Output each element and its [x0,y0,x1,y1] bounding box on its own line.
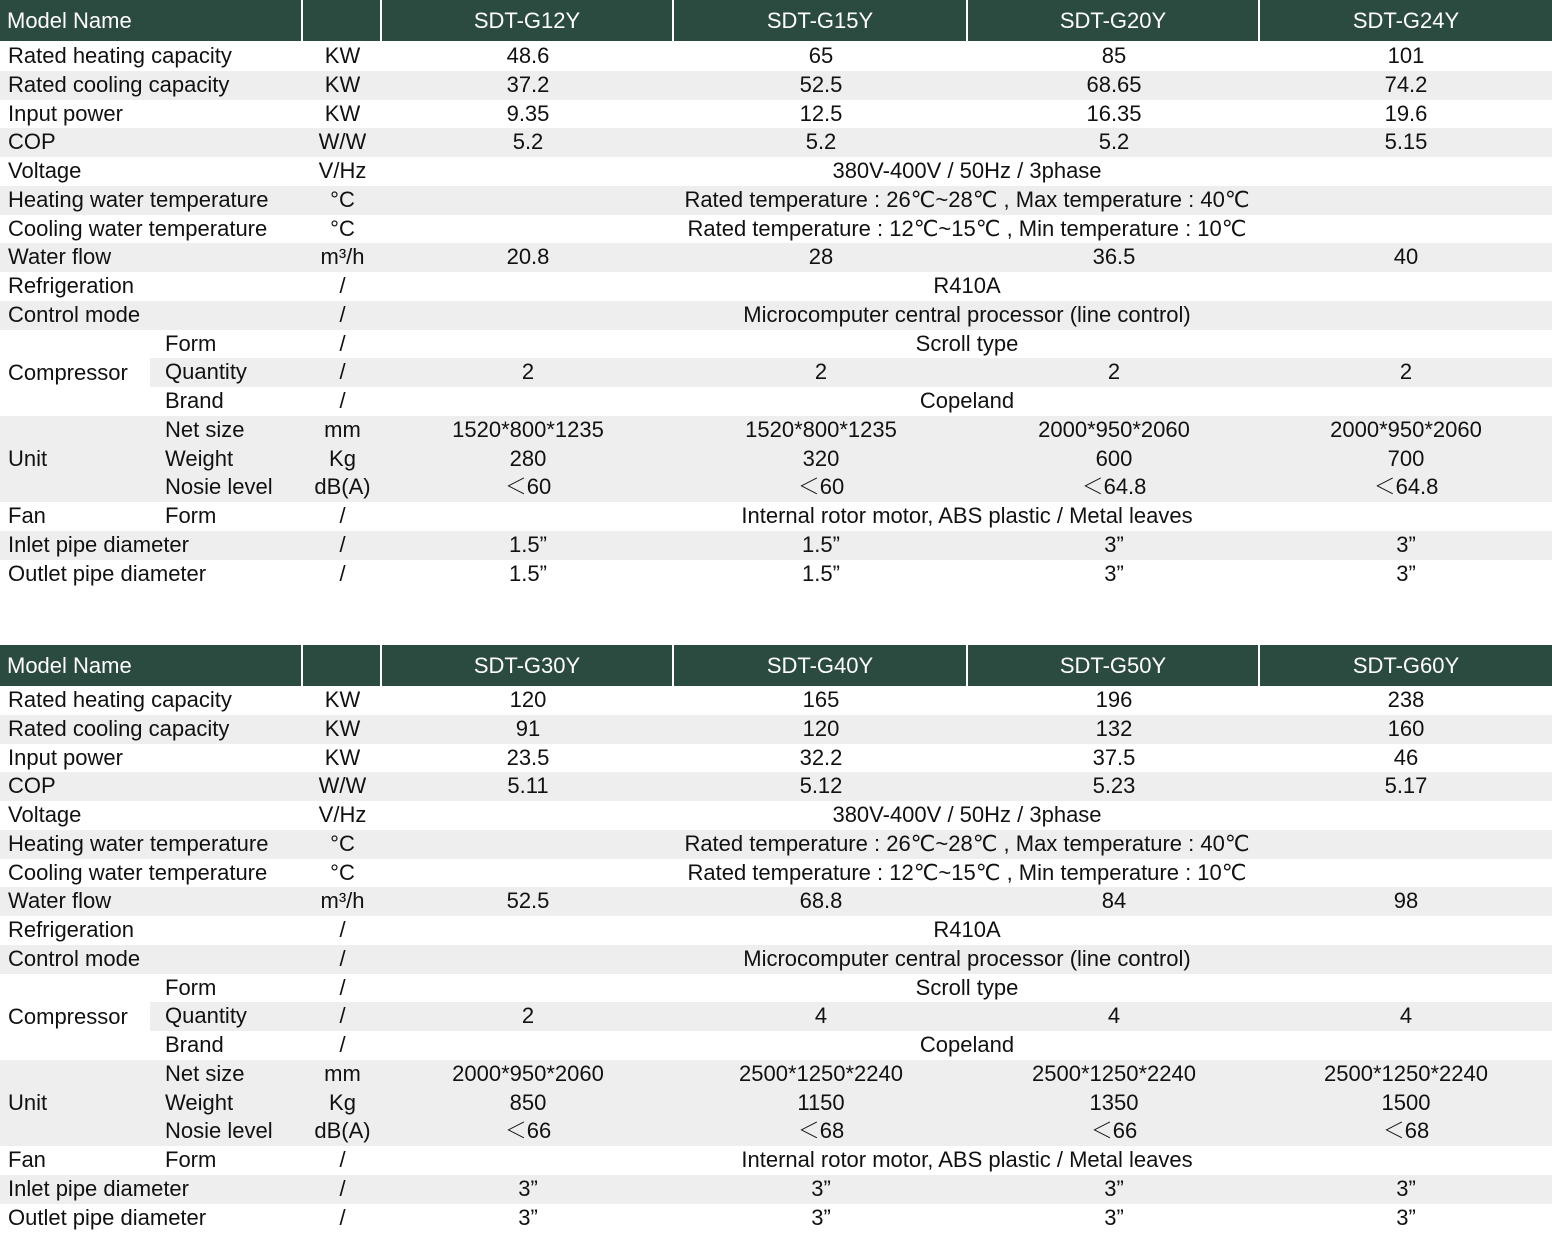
row-voltage [0,801,1552,830]
value-cell: 84 [1101,888,1127,914]
value-cell: 5.15 [1384,129,1428,155]
value-cell: 3” [1104,1175,1124,1201]
value-cell: 1500 [1381,1089,1431,1115]
row-noise [0,473,1552,502]
row-voltage [0,157,1552,186]
row-label: Fan [8,1147,46,1172]
row-sublabel: Quantity [165,1003,247,1029]
model-name-header: Model Name [0,0,303,41]
value-cell: 4 [1399,1003,1413,1029]
value-cell: ＜68 [1382,1118,1430,1144]
value-cell: 12.5 [799,100,843,126]
row-fan [0,502,1552,531]
model-header: SDT-G50Y [968,645,1260,686]
value-cell: ＜68 [797,1118,845,1144]
row-sublabel: Weight [165,445,234,471]
shared-value-cell: Internal rotor motor, ABS plastic / Metal leaves [741,503,1193,528]
row-unit: / [339,1032,346,1057]
model-header: SDT-G30Y [382,645,674,686]
value-cell: 2 [1107,359,1121,385]
value-cell: 5.2 [1098,129,1130,155]
shared-value-cell: Microcomputer central processor (line control) [743,301,1191,327]
row-unit: / [339,503,346,528]
row-unit: mm [324,1060,361,1086]
value-cell: 16.35 [1086,100,1142,126]
row-input-power [0,744,1552,773]
value-cell: 2 [521,359,535,385]
row-inlet [0,531,1552,560]
value-cell: 23.5 [506,744,550,770]
row-inlet [0,1175,1552,1204]
row-label: Outlet pipe diameter [8,560,207,586]
value-cell: 3” [518,1175,538,1201]
row-label: Rated cooling capacity [8,71,230,97]
value-cell: 32.2 [799,744,843,770]
group-label: Compressor [8,359,128,385]
row-weight [0,1089,1552,1118]
value-cell: 2500*1250*2240 [739,1060,903,1086]
row-sublabel: Net size [165,416,245,442]
row-unit: / [339,917,346,942]
row-unit: °C [330,859,355,885]
row-label: Fan [8,503,46,528]
value-cell: 5.11 [507,773,549,799]
value-cell: 46 [1393,744,1419,770]
row-label: Voltage [8,802,82,827]
row-compressor-form [0,330,1552,359]
row-fan [0,1146,1552,1175]
value-cell: 3” [1104,1204,1124,1230]
model-header: SDT-G20Y [968,0,1260,41]
value-cell: 165 [802,687,840,712]
value-cell: 65 [808,43,834,68]
row-unit: / [339,301,346,327]
value-cell: 20.8 [506,244,550,270]
row-sublabel: Nosie level [165,474,273,500]
row-unit: Kg [329,445,356,471]
row-cop [0,128,1552,157]
row-refrigeration [0,272,1552,301]
unit-header [303,0,382,41]
row-label: Input power [8,744,123,770]
row-label: Cooling water temperature [8,859,268,885]
value-cell: 850 [509,1089,547,1115]
group-label: Unit [8,1089,48,1115]
model-header: SDT-G12Y [382,0,674,41]
row-sublabel: Form [165,1147,217,1172]
row-unit: KW [324,715,361,741]
value-cell: 5.12 [799,773,843,799]
value-cell: ＜66 [1090,1118,1138,1144]
row-water-flow [0,243,1552,272]
model-header: SDT-G15Y [674,0,968,41]
shared-value-cell: Rated temperature : 26℃~28℃ , Max temperature : 40℃ [684,830,1250,856]
value-cell: 5.17 [1384,773,1428,799]
shared-value-cell: Rated temperature : 12℃~15℃ , Min temperature : 10℃ [687,859,1247,885]
row-unit: KW [324,43,361,68]
value-cell: 2 [1399,359,1413,385]
row-rated-heating [0,686,1552,715]
value-cell: 28 [808,244,834,270]
value-cell: 1.5” [802,531,840,557]
value-cell: 68.8 [799,888,843,914]
model-header: SDT-G24Y [1352,8,1460,33]
row-input-power [0,100,1552,129]
row-water-flow [0,887,1552,916]
row-label: Heating water temperature [8,186,269,212]
spec-table-2 [0,645,1552,1232]
value-cell: 700 [1387,445,1425,471]
value-cell: 1.5” [802,560,840,586]
value-cell: 600 [1095,445,1133,471]
row-label: Water flow [8,244,112,270]
value-cell: 3” [518,1204,538,1230]
row-sublabel: Quantity [165,359,247,385]
shared-value-cell: Copeland [919,388,1015,413]
value-cell: 3” [1396,560,1416,586]
value-cell: 238 [1387,687,1425,712]
value-cell: 91 [515,715,541,741]
row-sublabel: Brand [165,388,224,413]
value-cell: 120 [509,687,547,712]
shared-value-cell: 380V-400V / 50Hz / 3phase [832,802,1102,827]
value-cell: 36.5 [1092,244,1136,270]
value-cell: ＜64.8 [1373,474,1439,500]
model-header: SDT-G60Y [1352,653,1460,678]
row-noise [0,1117,1552,1146]
row-label: Voltage [8,158,82,183]
value-cell: 98 [1393,888,1419,914]
row-label: Rated heating capacity [8,43,232,68]
value-cell: 37.5 [1092,744,1136,770]
spec-table-1 [0,0,1552,588]
row-sublabel: Form [165,330,217,356]
row-unit: / [339,1147,346,1172]
row-unit: / [339,1175,346,1201]
row-unit: Kg [329,1089,356,1115]
row-unit: dB(A) [314,474,371,500]
row-label: Heating water temperature [8,830,269,856]
row-label: Cooling water temperature [8,215,268,241]
shared-value-cell: Rated temperature : 12℃~15℃ , Min temperature : 10℃ [687,215,1247,241]
value-cell: 40 [1393,244,1419,270]
row-label: Refrigeration [8,273,134,298]
row-unit: m³/h [320,244,365,270]
row-unit: W/W [318,773,367,799]
row-heating-water [0,186,1552,215]
value-cell: 1350 [1089,1089,1139,1115]
group-label: Compressor [8,1003,128,1029]
row-cooling-water [0,215,1552,244]
value-cell: 19.6 [1384,100,1428,126]
model-name-header: Model Name [0,645,303,686]
row-unit: °C [330,186,355,212]
row-sublabel: Brand [165,1032,224,1057]
row-unit: / [339,945,346,971]
row-sublabel: Form [165,974,217,1000]
compressor-group [0,974,1552,1060]
unit-group [0,1060,1552,1146]
row-rated-cooling [0,715,1552,744]
shared-value-cell: R410A [933,917,1001,942]
value-cell: 3” [1104,560,1124,586]
value-cell: 3” [1104,531,1124,557]
row-unit: / [339,330,346,356]
unit-group [0,416,1552,502]
row-unit: °C [330,215,355,241]
row-unit: / [339,1003,346,1029]
row-sublabel: Net size [165,1060,245,1086]
value-cell: 3” [1396,1204,1416,1230]
value-cell: 120 [802,715,840,741]
value-cell: 101 [1387,43,1425,68]
value-cell: 1.5” [509,560,547,586]
value-cell: 4 [814,1003,828,1029]
shared-value-cell: Scroll type [915,974,1019,1000]
row-unit: V/Hz [318,158,367,183]
shared-value-cell: Copeland [919,1032,1015,1057]
value-cell: 3” [811,1204,831,1230]
row-unit: V/Hz [318,802,367,827]
row-label: Inlet pipe diameter [8,531,189,557]
model-header: SDT-G40Y [674,645,968,686]
row-unit: KW [324,100,361,126]
row-label: Rated cooling capacity [8,715,230,741]
value-cell: 2000*950*2060 [452,1060,604,1086]
value-cell: 1520*800*1235 [452,416,604,442]
value-cell: 52.5 [799,71,843,97]
row-unit: mm [324,416,361,442]
value-cell: 2500*1250*2240 [1324,1060,1488,1086]
row-unit: / [339,560,346,586]
row-outlet [0,1204,1552,1233]
value-cell: 5.23 [1092,773,1136,799]
row-unit: m³/h [320,888,365,914]
row-control-mode [0,301,1552,330]
group-label: Unit [8,445,48,471]
value-cell: 1150 [797,1089,845,1115]
row-rated-cooling [0,71,1552,100]
value-cell: 3” [811,1175,831,1201]
shared-value-cell: Microcomputer central processor (line control) [743,945,1191,971]
value-cell: 37.2 [506,71,550,97]
row-unit: KW [324,687,361,712]
row-control-mode [0,945,1552,974]
row-unit: W/W [318,129,367,155]
value-cell: 280 [509,445,547,471]
row-label: COP [8,129,56,155]
value-cell: 52.5 [506,888,550,914]
value-cell: 85 [1101,43,1127,68]
value-cell: 132 [1095,715,1133,741]
table-header [0,645,1552,686]
shared-value-cell: R410A [933,273,1001,298]
row-label: Outlet pipe diameter [8,1204,207,1230]
value-cell: 4 [1107,1003,1121,1029]
value-cell: ＜60 [504,474,552,500]
row-label: COP [8,773,56,799]
shared-value-cell: Rated temperature : 26℃~28℃ , Max temperature : 40℃ [684,186,1250,212]
row-unit: / [339,388,346,413]
row-unit: KW [324,744,361,770]
row-compressor-form [0,974,1552,1003]
value-cell: 3” [1396,1175,1416,1201]
value-cell: 48.6 [506,43,550,68]
row-cooling-water [0,859,1552,888]
value-cell: 5.2 [805,129,837,155]
value-cell: 2 [521,1003,535,1029]
row-unit: / [339,974,346,1000]
value-cell: 68.65 [1086,71,1142,97]
row-sublabel: Nosie level [165,1118,273,1144]
row-unit: dB(A) [314,1118,371,1144]
row-compressor-quantity [150,358,1552,387]
row-rated-heating [0,42,1552,71]
row-refrigeration [0,916,1552,945]
row-sublabel: Form [165,503,217,528]
shared-value-cell: Internal rotor motor, ABS plastic / Metal leaves [741,1147,1193,1172]
row-heating-water [0,830,1552,859]
row-unit: / [339,531,346,557]
row-compressor-brand [0,1031,1552,1060]
row-unit: / [339,1204,346,1230]
row-unit: °C [330,830,355,856]
row-label: Water flow [8,888,112,914]
row-unit: / [339,359,346,385]
row-net-size [0,1060,1552,1089]
row-weight [0,445,1552,474]
value-cell: 1.5” [509,531,547,557]
table-header [0,0,1552,41]
row-label: Rated heating capacity [8,687,232,712]
compressor-group [0,330,1552,416]
row-sublabel: Weight [165,1089,234,1115]
value-cell: 74.2 [1384,71,1428,97]
value-cell: 3” [1396,531,1416,557]
value-cell: 2000*950*2060 [1038,416,1190,442]
row-label: Control mode [8,301,141,327]
value-cell: 5.2 [512,129,544,155]
value-cell: 9.35 [506,100,550,126]
row-net-size [0,416,1552,445]
shared-value-cell: Scroll type [915,330,1019,356]
value-cell: ＜64.8 [1081,474,1147,500]
row-label: Inlet pipe diameter [8,1175,189,1201]
row-compressor-brand [0,387,1552,416]
value-cell: ＜66 [504,1118,552,1144]
value-cell: 196 [1095,687,1133,712]
row-label: Refrigeration [8,917,134,942]
row-cop [0,772,1552,801]
row-outlet [0,560,1552,589]
value-cell: 2 [814,359,828,385]
unit-header [303,645,382,686]
value-cell: 320 [802,445,840,471]
value-cell: 1520*800*1235 [745,416,897,442]
row-label: Input power [8,100,123,126]
value-cell: 160 [1387,715,1425,741]
row-label: Control mode [8,945,141,971]
row-unit: KW [324,71,361,97]
value-cell: 2500*1250*2240 [1032,1060,1196,1086]
value-cell: ＜60 [797,474,845,500]
shared-value-cell: 380V-400V / 50Hz / 3phase [832,158,1102,183]
row-compressor-quantity [150,1002,1552,1031]
row-unit: / [339,273,346,298]
value-cell: 2000*950*2060 [1330,416,1482,442]
